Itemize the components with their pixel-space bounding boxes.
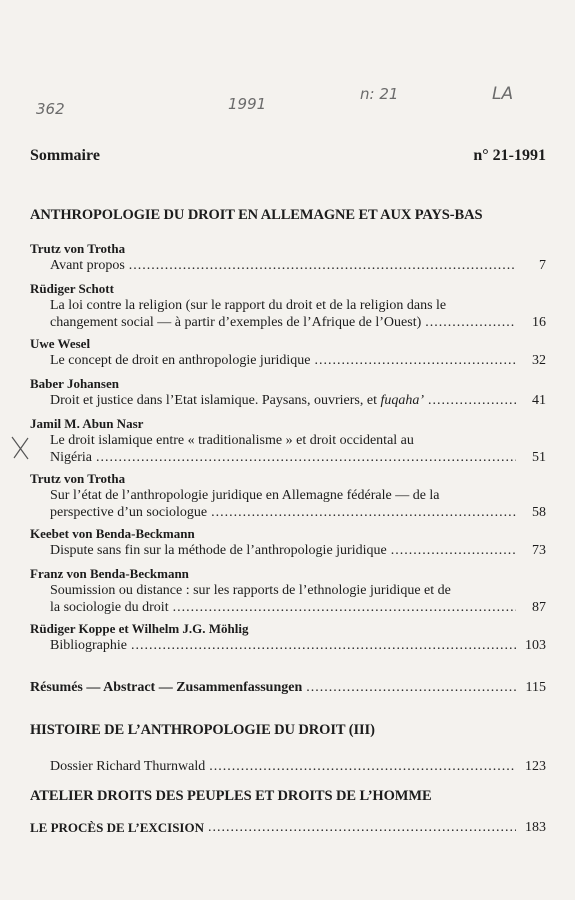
- entry-line: [30, 758, 546, 775]
- page-number: 73: [532, 543, 546, 558]
- page-number: 16: [532, 315, 546, 330]
- entry-line: [30, 449, 546, 466]
- entry-title: La loi contre la religion (sur le rapport du droit et de la religion dans le: [50, 298, 447, 313]
- entry-line: [30, 257, 546, 274]
- dot-leader: [391, 542, 516, 559]
- page-number: 115: [525, 680, 546, 695]
- toc-entry: [30, 758, 546, 775]
- entry-line: [30, 820, 546, 836]
- handwritten-note: LA: [492, 84, 514, 104]
- page-number: 51: [532, 450, 546, 465]
- toc-entry: [30, 280, 546, 331]
- entry-line: [30, 314, 546, 331]
- entry-author: Uwe Wesel: [30, 336, 91, 351]
- dot-leader: [211, 504, 516, 521]
- dot-leader: [131, 637, 516, 654]
- entry-title: Dossier Richard Thurnwald: [50, 759, 206, 774]
- entry-title-italic: fuqaha’: [380, 393, 425, 408]
- entry-title: Résumés — Abstract — Zusammenfassungen: [30, 680, 303, 695]
- entry-author: Franz von Benda-Beckmann: [30, 566, 189, 581]
- entry-author: Jamil M. Abun Nasr: [30, 416, 144, 431]
- page-number: 123: [525, 759, 546, 774]
- dot-leader: [209, 758, 516, 775]
- page-number: 58: [532, 505, 546, 520]
- toc-entry: [30, 620, 546, 654]
- entry-title: Sur l’état de l’anthropologie juridique en Allemagne fédérale — de la: [50, 488, 440, 503]
- entry-line: [30, 599, 546, 616]
- handwritten-note: 1991: [228, 95, 267, 113]
- section-title: ANTHROPOLOGIE DU DROIT EN ALLEMAGNE ET AUX PAYS-BAS: [30, 207, 483, 223]
- page-number: 32: [532, 353, 546, 368]
- entry-author: Rüdiger Schott: [30, 281, 114, 296]
- entry-title: Avant propos: [50, 258, 125, 273]
- entry-line: [30, 542, 546, 559]
- toc-entry: [30, 335, 546, 369]
- toc-entry: [30, 565, 546, 616]
- entry-title: Nigéria: [50, 450, 92, 465]
- toc-entry: [30, 470, 546, 521]
- entry-author: Trutz von Trotha: [30, 471, 126, 486]
- section-title: ATELIER DROITS DES PEUPLES ET DROITS DE L’HOMME: [30, 788, 432, 804]
- entry-author: Keebet von Benda-Beckmann: [30, 526, 195, 541]
- dot-leader: [129, 257, 516, 274]
- page-number: 41: [532, 393, 546, 408]
- entry-title: Dispute sans fin sur la méthode de l’anthropologie juridique: [50, 543, 387, 558]
- entry-title: changement social — à partir d’exemples de l’Afrique de l’Ouest): [50, 315, 422, 330]
- toc-entry: [30, 525, 546, 559]
- section-title: HISTOIRE DE L’ANTHROPOLOGIE DU DROIT (III): [30, 722, 375, 738]
- entry-line: [30, 504, 546, 521]
- dot-leader: [96, 449, 516, 466]
- entry-title: Le droit islamique entre « traditionalisme » et droit occidental au: [50, 433, 414, 448]
- dot-leader: [314, 352, 516, 369]
- pen-cross-mark: [8, 434, 34, 462]
- page-number: 7: [539, 258, 546, 273]
- entry-author: Baber Johansen: [30, 376, 119, 391]
- handwritten-note: 362: [36, 100, 65, 118]
- entry-line: [30, 352, 546, 369]
- entry-title: perspective d’un sociologue: [50, 505, 208, 520]
- entry-author: Trutz von Trotha: [30, 241, 126, 256]
- page-number: 183: [525, 820, 546, 835]
- entry-title: la sociologie du droit: [50, 600, 169, 615]
- toc-entry: [30, 415, 546, 466]
- entry-title: Soumission ou distance : sur les rapports de l’ethnologie juridique et de: [50, 583, 451, 598]
- entry-author: Rüdiger Koppe et Wilhelm J.G. Möhlig: [30, 621, 249, 636]
- dot-leader: [173, 599, 516, 616]
- entry-line: [30, 680, 546, 696]
- entry-title: Droit et justice dans l’Etat islamique. Paysans, ouvriers, et: [50, 393, 377, 408]
- handwritten-note: n: 21: [360, 85, 399, 103]
- toc-entry: [30, 240, 546, 274]
- page-title: Sommaire: [30, 147, 100, 164]
- toc-entry: [30, 820, 546, 836]
- abstracts-entry: [30, 680, 546, 696]
- entry-title: LE PROCÈS DE L’EXCISION: [30, 820, 204, 835]
- dot-leader: [208, 820, 516, 836]
- toc-entry: [30, 375, 546, 409]
- entry-title: Le concept de droit en anthropologie juridique: [50, 353, 311, 368]
- entry-title: Bibliographie: [50, 638, 127, 653]
- dot-leader: [425, 314, 516, 331]
- entry-line: [30, 637, 546, 654]
- page-number: 87: [532, 600, 546, 615]
- issue-number: n° 21-1991: [473, 147, 546, 164]
- page-number: 103: [525, 638, 546, 653]
- dot-leader: [306, 680, 516, 696]
- dot-leader: [428, 392, 516, 409]
- entry-line: [30, 392, 546, 409]
